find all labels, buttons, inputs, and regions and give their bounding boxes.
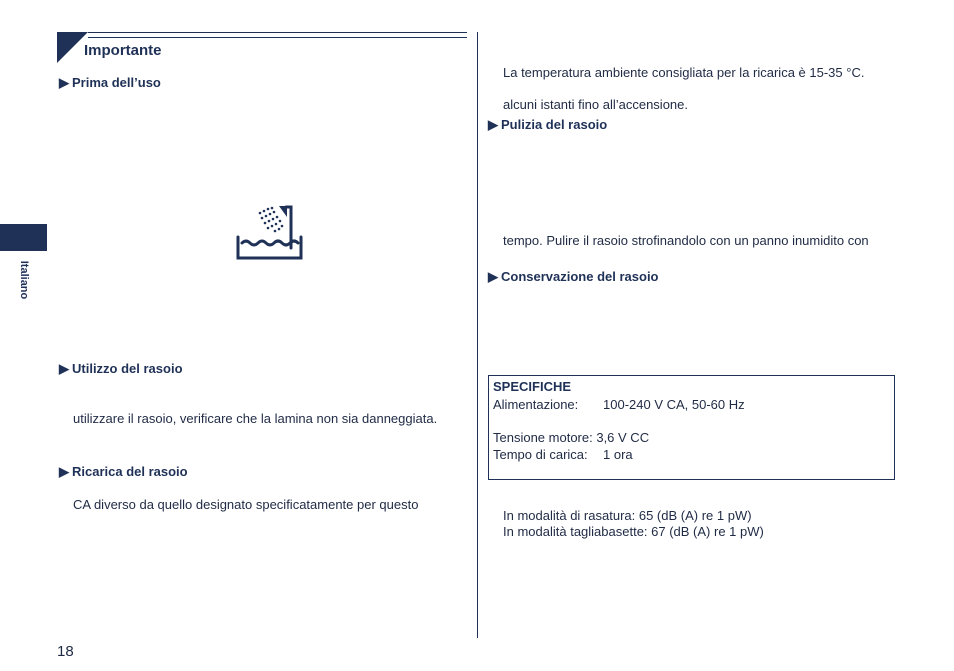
spec-tempo-label: Tempo di carica: xyxy=(493,447,588,462)
shower-bath-icon xyxy=(234,203,306,268)
specs-title: SPECIFICHE xyxy=(493,379,572,394)
bullet-triangle-icon: ▶ xyxy=(59,464,69,479)
accensione-text: alcuni istanti fino all’accensione. xyxy=(503,97,688,112)
subheading-ricarica: ▶ Ricarica del rasoio xyxy=(59,464,188,479)
utilizzo-text: utilizzare il rasoio, verificare che la lamina non sia danneggiata. xyxy=(73,411,438,426)
subheading-utilizzo: ▶ Utilizzo del rasoio xyxy=(59,361,183,376)
subheading-pulizia: ▶ Pulizia del rasoio xyxy=(488,117,608,132)
spec-alimentazione-value: 100-240 V CA, 50-60 Hz xyxy=(603,397,745,412)
pulizia-text: tempo. Pulire il rasoio strofinandolo con un panno inumidito con xyxy=(503,233,869,248)
noise-rasatura: In modalità di rasatura: 65 (dB (A) re 1 pW) xyxy=(503,508,752,523)
bullet-triangle-icon: ▶ xyxy=(488,269,498,284)
bullet-triangle-icon: ▶ xyxy=(59,75,69,90)
column-divider xyxy=(477,32,478,638)
ricarica-text: CA diverso da quello designato specificatamente per questo xyxy=(73,497,419,512)
section-title: Importante xyxy=(84,42,162,59)
header-rule-bottom xyxy=(88,37,467,38)
noise-tagliabasette: In modalità tagliabasette: 67 (dB (A) re 1 pW) xyxy=(503,524,764,539)
language-tab xyxy=(0,224,47,251)
page-number: 18 xyxy=(57,643,74,660)
temperature-text: La temperatura ambiente consigliata per la ricarica è 15-35 °C. xyxy=(503,65,865,80)
header-rule-top xyxy=(88,32,467,33)
spec-alimentazione-label: Alimentazione: xyxy=(493,397,579,412)
language-label: Italiano xyxy=(18,260,30,300)
spec-tensione: Tensione motore: 3,6 V CC xyxy=(493,430,650,445)
subheading-conservazione: ▶ Conservazione del rasoio xyxy=(488,269,659,284)
bullet-triangle-icon: ▶ xyxy=(488,117,498,132)
bullet-triangle-icon: ▶ xyxy=(59,361,69,376)
subheading-prima-uso: ▶ Prima dell’uso xyxy=(59,75,161,90)
spec-tempo-value: 1 ora xyxy=(603,447,633,462)
